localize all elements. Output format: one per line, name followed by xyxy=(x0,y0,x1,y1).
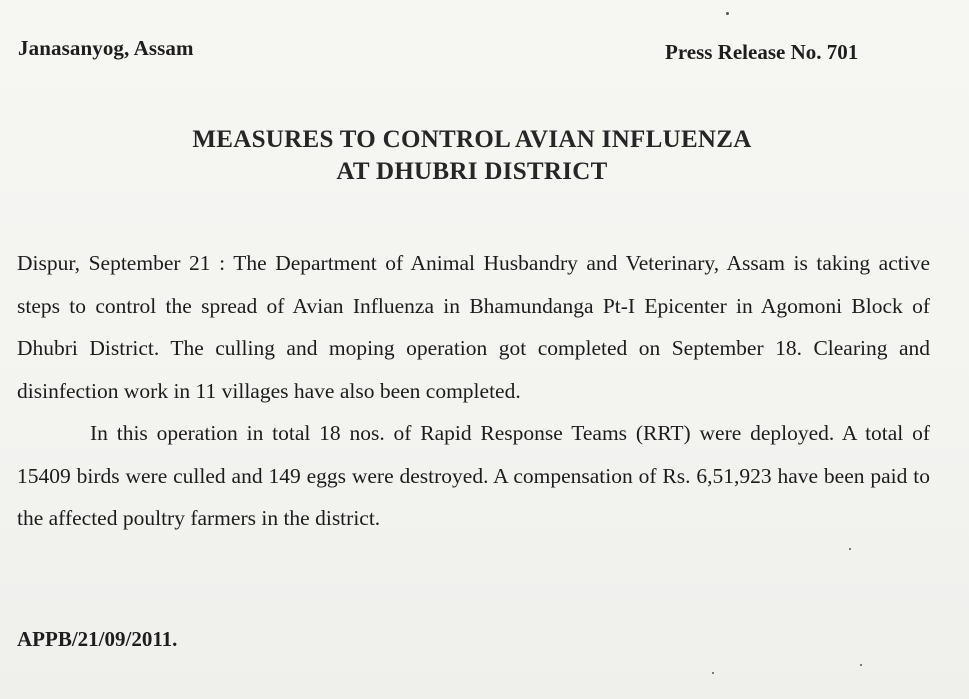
scan-speck xyxy=(860,664,862,666)
headline-line-2: AT DHUBRI DISTRICT xyxy=(336,158,608,185)
scan-speck xyxy=(849,548,851,550)
scan-speck xyxy=(712,672,714,674)
scan-speck xyxy=(726,12,729,15)
paragraph-2: In this operation in total 18 nos. of Rapid Response Teams (RRT) were deployed. A total of 15409 birds were culled and 149 eggs were destroyed. A compensation of Rs. 6,51,923 have been paid to the affected poultry farmers in the district. xyxy=(17,421,930,530)
paragraph-1: Dispur, September 21 : The Department of Animal Husbandry and Veterinary, Assam is taking active steps to control the spread of Avian Influenza in Bhamundanga Pt-I Epicenter in Agomoni Block of Dhubri District. The culling and moping operation got completed on September 18. Clearing and disinfection work in 11 villages have also been completed. xyxy=(17,251,930,403)
press-release-body xyxy=(17,242,930,540)
headline-line-1: MEASURES TO CONTROL AVIAN INFLUENZA xyxy=(192,126,752,153)
press-release-number: Press Release No. 701 xyxy=(665,40,859,64)
reference-code: APPB/21/09/2011. xyxy=(17,627,178,651)
issuer-name: Janasanyog, Assam xyxy=(18,36,194,60)
